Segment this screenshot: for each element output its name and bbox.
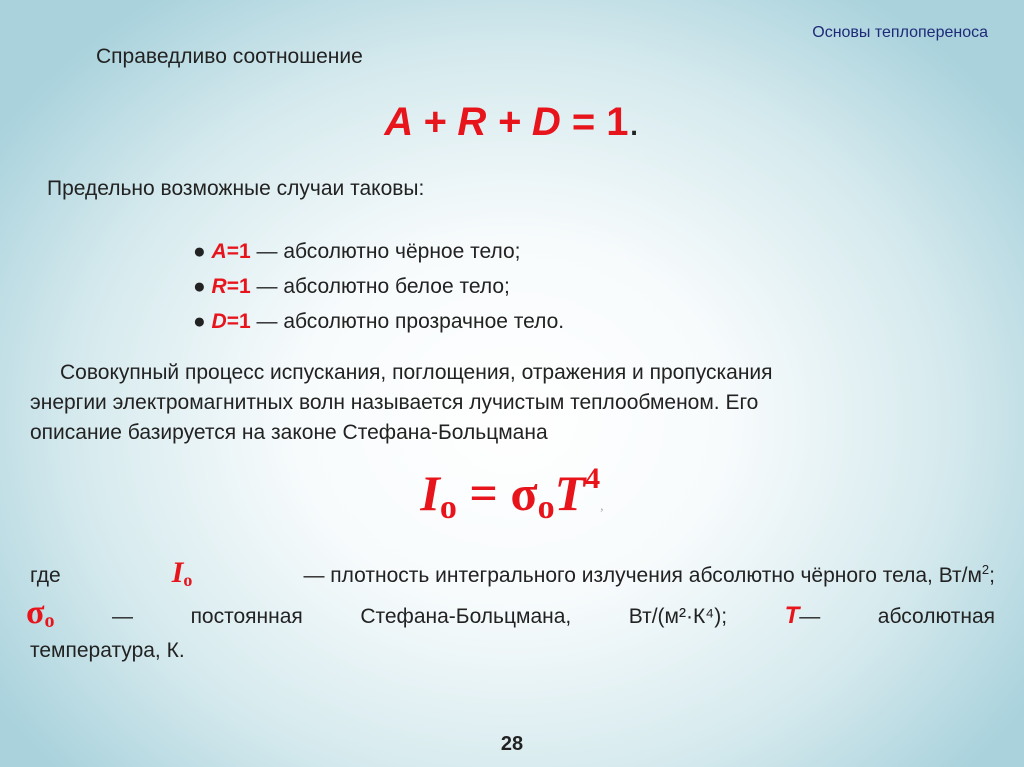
intro-text: Справедливо соотношение (96, 45, 363, 68)
sigma-name: Стефана-Больцмана, (360, 605, 572, 628)
case-symbol: D=1 (211, 310, 251, 333)
sigma-constant-word: постоянная (190, 605, 303, 628)
case-item (193, 304, 564, 339)
law-equals-sigma: = σ (456, 465, 538, 521)
eq-a: A (384, 100, 412, 144)
where-word: где (30, 564, 61, 587)
eq-r: R (457, 100, 487, 144)
absolute-word: абсолютная (877, 605, 995, 628)
law-sub1: o (439, 489, 457, 526)
bullet-icon: ● (193, 310, 206, 333)
temperature-word: температура, К. (30, 639, 185, 662)
radiation-paragraph (30, 358, 995, 448)
slide-header: Основы теплопереноса (812, 24, 988, 41)
paragraph-line: энергии электромагнитных волн называется лучистым теплообменом. Его (30, 391, 759, 414)
case-text: — абсолютно чёрное тело; (250, 240, 521, 263)
law-temperature: T (554, 465, 586, 521)
case-text: — абсолютно прозрачное тело. (250, 310, 565, 333)
bullet-icon: ● (193, 275, 206, 298)
sigma-unit: Вт/(м²·К⁴); (628, 605, 728, 628)
law-intensity: I (420, 465, 440, 521)
stefan-boltzmann-law (0, 462, 1024, 527)
law-comma: , (600, 499, 604, 514)
bullet-icon: ● (193, 240, 206, 263)
balance-equation (0, 100, 1024, 145)
law-power: 4 (585, 462, 601, 495)
paragraph-line: Совокупный процесс испускания, поглощения, отражения и пропускания (60, 361, 773, 384)
intensity-symbol: Io (171, 556, 193, 590)
eq-plus2: + (486, 100, 532, 144)
case-item (193, 234, 564, 269)
sigma-symbol: σo (26, 594, 55, 632)
case-symbol: R=1 (211, 275, 251, 298)
law-sub2: o (537, 489, 555, 526)
page-number: 28 (500, 733, 524, 755)
eq-equals-one: = 1 (560, 100, 629, 144)
eq-dot: . (628, 100, 640, 144)
sigma-dash: — (112, 605, 134, 628)
intensity-description: — плотность интегрального излучения абсолютно чёрного тела, $Вт/м^2$; (303, 562, 995, 587)
case-symbol: A=1 (211, 240, 251, 263)
case-item (193, 269, 564, 304)
definitions-line-2 (26, 594, 995, 666)
case-text: — абсолютно белое тело; (250, 275, 510, 298)
eq-d: D (531, 100, 561, 144)
limits-text: Предельно возможные случаи таковы: (47, 177, 425, 200)
temperature-def: T— (784, 602, 821, 629)
definitions-line-1 (30, 552, 995, 598)
paragraph-line: описание базируется на законе Стефана-Больцмана (30, 421, 548, 444)
cases-list (193, 234, 564, 339)
eq-plus1: + (411, 100, 458, 144)
